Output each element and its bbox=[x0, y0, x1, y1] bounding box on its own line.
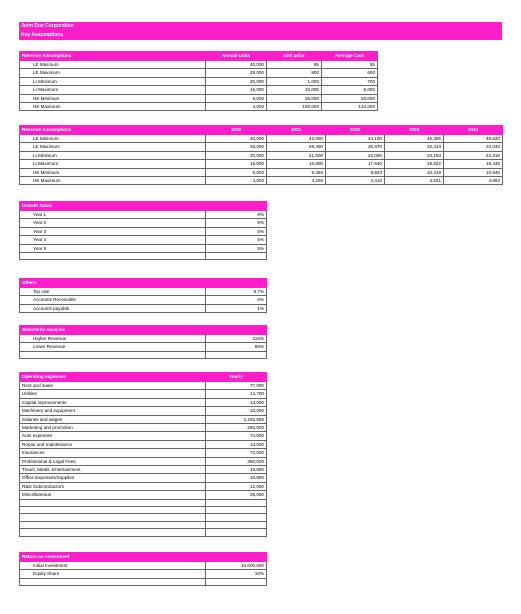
table-row bbox=[20, 69, 378, 77]
cell: 16,000 bbox=[206, 160, 267, 168]
cell: 25,000 bbox=[206, 491, 267, 499]
table-row bbox=[20, 244, 267, 252]
cell: 30,870 bbox=[326, 143, 385, 151]
blank-cell bbox=[206, 529, 267, 536]
blank-cell bbox=[206, 514, 267, 521]
cell: 20,000 bbox=[322, 94, 378, 102]
table-row bbox=[20, 143, 503, 151]
cell: 40,000 bbox=[206, 135, 267, 143]
roi-section bbox=[19, 552, 267, 586]
cell: 18,522 bbox=[385, 160, 444, 168]
row-label: Higher Revenue bbox=[20, 335, 206, 343]
blank-cell bbox=[20, 514, 206, 521]
blank-cell bbox=[20, 529, 206, 536]
cell: 29,400 bbox=[267, 143, 326, 151]
cell: 55 bbox=[322, 61, 378, 69]
table-row bbox=[20, 77, 378, 85]
cell: 9,000 bbox=[206, 168, 267, 176]
row-label: Lower Revenue bbox=[20, 343, 206, 351]
cell: 17,640 bbox=[326, 160, 385, 168]
cell: 4,000 bbox=[206, 103, 267, 111]
table-row bbox=[20, 466, 267, 474]
table-row bbox=[20, 390, 267, 398]
col-header: 2023 bbox=[385, 126, 444, 135]
cell: 5% bbox=[206, 296, 267, 304]
cell: 0% bbox=[206, 211, 267, 219]
growth-section bbox=[19, 201, 267, 260]
cell: 8,000 bbox=[322, 86, 378, 94]
table-row bbox=[20, 335, 267, 343]
cell: 260,000 bbox=[206, 424, 267, 432]
table-row bbox=[20, 570, 267, 578]
row-label: HE Maximum bbox=[20, 103, 206, 111]
row-label: HE Minimum bbox=[20, 168, 206, 176]
col-header-empty bbox=[206, 279, 267, 288]
blank-cell bbox=[206, 253, 267, 260]
row-label: Salaries and wages bbox=[20, 415, 206, 423]
cell: 85% bbox=[206, 343, 267, 351]
cell: 10,800 bbox=[206, 474, 267, 482]
blank-cell bbox=[20, 351, 206, 358]
cell: 21,000 bbox=[267, 151, 326, 159]
opex-table bbox=[19, 372, 267, 537]
sensitivity-table bbox=[19, 325, 267, 359]
section-header: Operating expenses bbox=[20, 373, 206, 382]
cell: 5% bbox=[206, 219, 267, 227]
cell: 10% bbox=[206, 570, 267, 578]
revenue-units-section bbox=[19, 51, 378, 111]
row-label: Initial Investment bbox=[20, 562, 206, 570]
sheet-subtitle: Key Assumptions bbox=[19, 31, 502, 40]
table-row bbox=[20, 151, 503, 159]
col-header: 2020 bbox=[206, 126, 267, 135]
blank-cell bbox=[206, 351, 267, 358]
col-header: Annual Units bbox=[206, 52, 267, 61]
row-label: Year 3 bbox=[20, 227, 206, 235]
blank-cell bbox=[206, 499, 267, 506]
cell: 360,000 bbox=[206, 457, 267, 465]
section-header: Return on Investment bbox=[20, 553, 206, 562]
row-label: Capital improvements bbox=[20, 398, 206, 406]
table-row bbox=[20, 296, 267, 304]
table-row bbox=[20, 343, 267, 351]
row-label: Travel, Meals, Entertainment bbox=[20, 466, 206, 474]
cell: 12,000 bbox=[206, 482, 267, 490]
row-label: Accounts Receivable bbox=[20, 296, 206, 304]
blank-row bbox=[20, 507, 267, 514]
blank-row bbox=[20, 529, 267, 536]
cell: 10,419 bbox=[385, 168, 444, 176]
cell: 20,000 bbox=[206, 77, 267, 85]
cell: 10,000 bbox=[267, 86, 322, 94]
table-row bbox=[20, 432, 267, 440]
row-label: LE Maximum bbox=[20, 69, 206, 77]
cell: 32,414 bbox=[385, 143, 444, 151]
col-header: 2024 bbox=[444, 126, 503, 135]
section-header: Revenue Assumptions bbox=[20, 126, 206, 135]
table-row bbox=[20, 482, 267, 490]
col-header-empty bbox=[206, 553, 267, 562]
cell: 5% bbox=[206, 236, 267, 244]
table-row bbox=[20, 236, 267, 244]
table-row bbox=[20, 61, 378, 69]
growth-table bbox=[19, 201, 267, 260]
cell: 48,620 bbox=[444, 135, 503, 143]
cell: 10,000 bbox=[206, 407, 267, 415]
table-row bbox=[20, 288, 267, 296]
blank-row bbox=[20, 514, 267, 521]
cell: 16,000 bbox=[206, 86, 267, 94]
table-row bbox=[20, 424, 267, 432]
blank-cell bbox=[206, 507, 267, 514]
table-row bbox=[20, 168, 503, 176]
blank-cell bbox=[206, 521, 267, 528]
blank-cell bbox=[20, 578, 206, 585]
row-label: Accounts payable bbox=[20, 304, 206, 312]
row-label: LE Minimum bbox=[20, 61, 206, 69]
table-row bbox=[20, 86, 378, 94]
row-label: LE Minimum bbox=[20, 135, 206, 143]
cell: 14,700 bbox=[206, 390, 267, 398]
table-row bbox=[20, 415, 267, 423]
row-label: Equity Share bbox=[20, 570, 206, 578]
cell: 10,940 bbox=[444, 168, 503, 176]
row-label: LI Minimum bbox=[20, 151, 206, 159]
roi-table bbox=[19, 552, 267, 586]
table-row bbox=[20, 160, 503, 168]
table-row bbox=[20, 449, 267, 457]
row-label: HE Minimum bbox=[20, 94, 206, 102]
cell: 700 bbox=[322, 77, 378, 85]
cell: 46,305 bbox=[385, 135, 444, 143]
col-header-empty bbox=[206, 202, 267, 211]
sensitivity-section bbox=[19, 325, 267, 359]
table-row bbox=[20, 562, 267, 570]
table-row bbox=[20, 177, 503, 185]
section-header: Revenue Assumptions bbox=[20, 52, 206, 61]
col-header: 2022 bbox=[326, 126, 385, 135]
cell: 9,923 bbox=[326, 168, 385, 176]
cell: 13,000 bbox=[206, 440, 267, 448]
table-row bbox=[20, 407, 267, 415]
cell: 16,800 bbox=[267, 160, 326, 168]
blank-cell bbox=[20, 253, 206, 260]
cell: 4,410 bbox=[326, 177, 385, 185]
row-label: Year 4 bbox=[20, 236, 206, 244]
table-row bbox=[20, 474, 267, 482]
row-label: Miscellaneous bbox=[20, 491, 206, 499]
row-label: Marketing and promotion bbox=[20, 424, 206, 432]
row-label: Insurances bbox=[20, 449, 206, 457]
table-row bbox=[20, 440, 267, 448]
cell: 22,050 bbox=[326, 151, 385, 159]
cell: 19,448 bbox=[444, 160, 503, 168]
cell: 1,000 bbox=[267, 77, 322, 85]
cell: 42,000 bbox=[267, 135, 326, 143]
blank-row bbox=[20, 253, 267, 260]
table-row bbox=[20, 457, 267, 465]
blank-row bbox=[20, 499, 267, 506]
row-label: LE Maximum bbox=[20, 143, 206, 151]
col-header-empty bbox=[206, 326, 267, 335]
row-label: LI Minimum bbox=[20, 77, 206, 85]
row-label: HE Maximum bbox=[20, 177, 206, 185]
cell: 40,000 bbox=[206, 61, 267, 69]
cell: 20,000 bbox=[206, 151, 267, 159]
cell: 4,000 bbox=[206, 177, 267, 185]
cell: 44,100 bbox=[326, 135, 385, 143]
table-row bbox=[20, 103, 378, 111]
blank-cell bbox=[20, 521, 206, 528]
row-label: Utilities bbox=[20, 390, 206, 398]
section-header: Others bbox=[20, 279, 206, 288]
blank-row bbox=[20, 351, 267, 358]
blank-cell bbox=[20, 507, 206, 514]
revenue-years-table bbox=[19, 125, 503, 185]
row-label: LI Maximum bbox=[20, 160, 206, 168]
row-label: Office Expenses/Supplies bbox=[20, 474, 206, 482]
others-table bbox=[19, 278, 267, 313]
cell: 142,000 bbox=[322, 103, 378, 111]
cell: 24,310 bbox=[444, 151, 503, 159]
cell: 1,292,580 bbox=[206, 415, 267, 423]
section-header: Sensitivity Analysis bbox=[20, 326, 206, 335]
blank-row bbox=[20, 578, 267, 585]
table-row bbox=[20, 382, 267, 390]
cell: 34,034 bbox=[444, 143, 503, 151]
blank-cell bbox=[20, 499, 206, 506]
blank-cell bbox=[206, 578, 267, 585]
cell: 5% bbox=[206, 227, 267, 235]
cell: 600 bbox=[322, 69, 378, 77]
row-label: R&D Subcontractors bbox=[20, 482, 206, 490]
cell: 25,000 bbox=[267, 94, 322, 102]
cell: 95 bbox=[267, 61, 322, 69]
opex-section bbox=[19, 372, 267, 537]
row-label: Year 1 bbox=[20, 211, 206, 219]
row-label: LI Maximum bbox=[20, 86, 206, 94]
company-name: John Doe Corporation bbox=[19, 22, 502, 31]
cell: 1% bbox=[206, 304, 267, 312]
cell: 4,631 bbox=[385, 177, 444, 185]
row-label: Machinery and equipment bbox=[20, 407, 206, 415]
cell: 74,000 bbox=[206, 432, 267, 440]
cell: 4,200 bbox=[267, 177, 326, 185]
cell: 9,450 bbox=[267, 168, 326, 176]
title-block bbox=[19, 22, 502, 40]
col-header: 2021 bbox=[267, 126, 326, 135]
cell: 10,000,000 bbox=[206, 562, 267, 570]
cell: 28,000 bbox=[206, 143, 267, 151]
table-row bbox=[20, 219, 267, 227]
col-header: Yearly bbox=[206, 373, 267, 382]
cell: 23,153 bbox=[385, 151, 444, 159]
revenue-years-section bbox=[19, 125, 503, 185]
row-label: Rent and lease bbox=[20, 382, 206, 390]
cell: 150,000 bbox=[267, 103, 322, 111]
table-row bbox=[20, 398, 267, 406]
cell: 9,000 bbox=[206, 94, 267, 102]
others-section bbox=[19, 278, 267, 313]
cell: 19,500 bbox=[206, 466, 267, 474]
cell: 800 bbox=[267, 69, 322, 77]
table-row bbox=[20, 227, 267, 235]
table-row bbox=[20, 491, 267, 499]
cell: 5% bbox=[206, 244, 267, 252]
cell: 8.7% bbox=[206, 288, 267, 296]
cell: 72,000 bbox=[206, 449, 267, 457]
cell: 115% bbox=[206, 335, 267, 343]
cell: 28,000 bbox=[206, 69, 267, 77]
cell: 4,862 bbox=[444, 177, 503, 185]
col-header: Unit price bbox=[267, 52, 322, 61]
cell: 13,000 bbox=[206, 398, 267, 406]
col-header: Average Cost bbox=[322, 52, 378, 61]
cell: 77,000 bbox=[206, 382, 267, 390]
row-label: Auto expenses bbox=[20, 432, 206, 440]
section-header: Growth Rates bbox=[20, 202, 206, 211]
row-label: Year 5 bbox=[20, 244, 206, 252]
row-label: Year 2 bbox=[20, 219, 206, 227]
table-row bbox=[20, 135, 503, 143]
row-label: Professional & Legal Fees bbox=[20, 457, 206, 465]
blank-row bbox=[20, 521, 267, 528]
row-label: Repair and maintenance bbox=[20, 440, 206, 448]
table-row bbox=[20, 94, 378, 102]
revenue-units-table bbox=[19, 51, 378, 111]
table-row bbox=[20, 211, 267, 219]
table-row bbox=[20, 304, 267, 312]
row-label: Tax rate bbox=[20, 288, 206, 296]
